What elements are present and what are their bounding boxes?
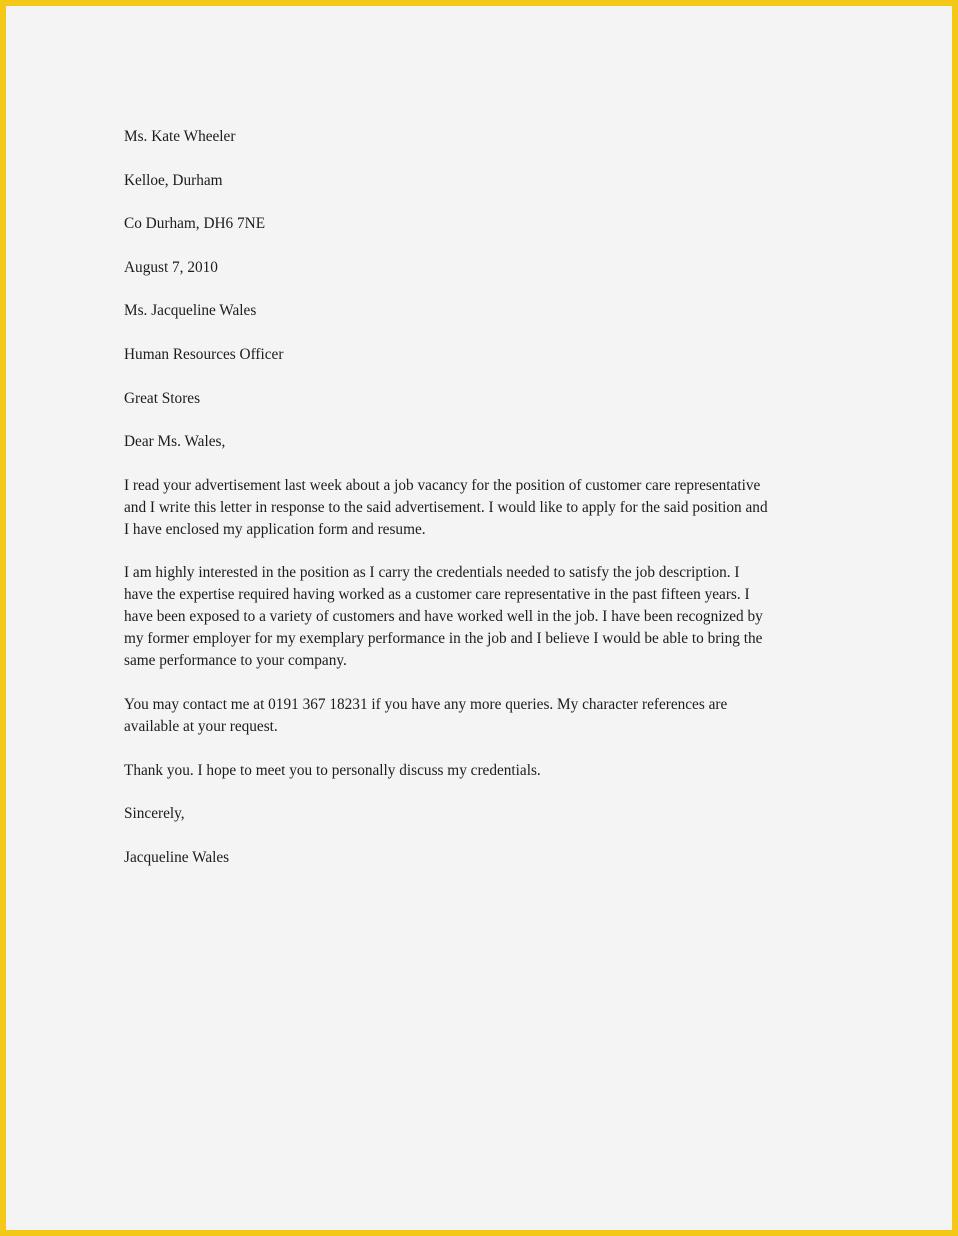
paragraph-line: I am highly interested in the position as I carry the credentials needed to satisfy the job description. I bbox=[124, 564, 740, 582]
paragraph-line: I read your advertisement last week about a job vacancy for the position of customer care representative bbox=[124, 476, 761, 494]
letter-date: August 7, 2010 bbox=[124, 258, 218, 276]
paragraph-line: Thank you. I hope to meet you to personally discuss my credentials. bbox=[124, 761, 541, 779]
paragraph-line: have been exposed to a variety of customers and have worked well in the job. I have been recognized by bbox=[124, 608, 763, 626]
paragraph-line: and I write this letter in response to the said advertisement. I would like to apply for the said position and bbox=[124, 498, 768, 516]
body-paragraph-3 bbox=[124, 694, 864, 738]
signature: Jacqueline Wales bbox=[124, 848, 230, 866]
paragraph-line: You may contact me at 0191 367 18231 if you have any more queries. My character references are bbox=[124, 695, 728, 713]
closing: Sincerely, bbox=[124, 805, 185, 823]
sender-name: Ms. Kate Wheeler bbox=[124, 128, 236, 145]
cover-letter bbox=[124, 126, 864, 890]
sender-address-line1: Kelloe, Durham bbox=[124, 171, 223, 189]
paragraph-line: available at your request. bbox=[124, 717, 278, 735]
sender-address-line2: Co Durham, DH6 7NE bbox=[124, 215, 266, 233]
recipient-company: Great Stores bbox=[124, 389, 201, 407]
recipient-title: Human Resources Officer bbox=[124, 345, 284, 363]
salutation: Dear Ms. Wales, bbox=[124, 433, 226, 451]
paragraph-line: have the expertise required having worked as a customer care representative in the past fifteen years. I bbox=[124, 586, 750, 604]
paragraph-line: same performance to your company. bbox=[124, 652, 347, 670]
paragraph-line: I have enclosed my application form and resume. bbox=[124, 520, 426, 538]
body-paragraph-1 bbox=[124, 475, 864, 541]
body-paragraph-2 bbox=[124, 562, 864, 672]
recipient-name: Ms. Jacqueline Wales bbox=[124, 302, 257, 320]
body-paragraph-4 bbox=[124, 760, 864, 782]
paragraph-line: my former employer for my exemplary performance in the job and I believe I would be able to bring the bbox=[124, 630, 763, 648]
